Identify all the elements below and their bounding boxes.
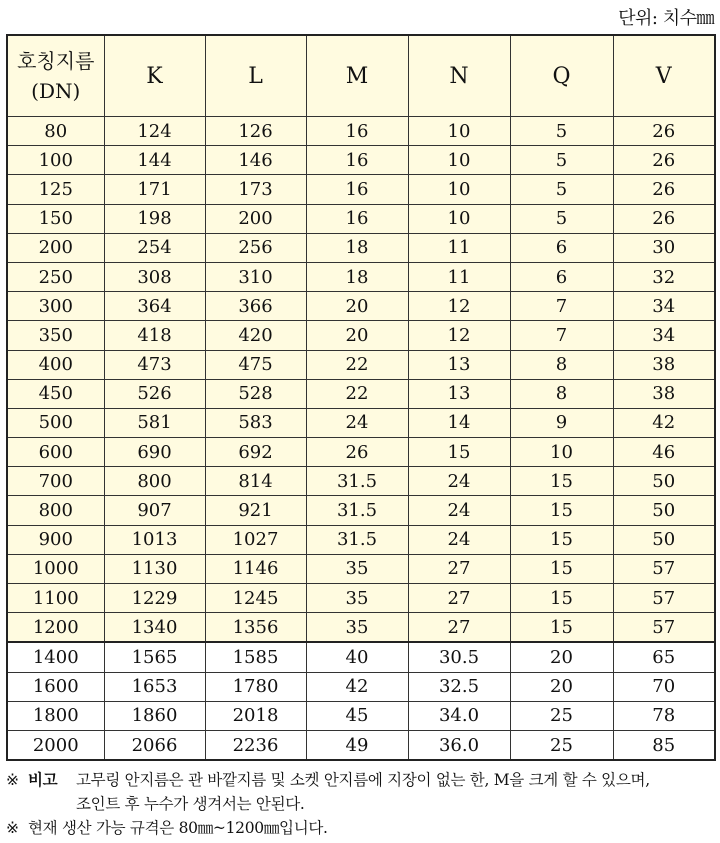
cell-n: 10 <box>408 117 510 146</box>
cell-dn: 300 <box>7 292 104 321</box>
notes-section <box>6 768 716 840</box>
cell-n: 13 <box>408 379 510 408</box>
cell-m: 16 <box>306 117 408 146</box>
cell-l: 200 <box>205 204 306 233</box>
header-k: K <box>104 35 205 117</box>
cell-dn: 1000 <box>7 554 104 583</box>
cell-l: 256 <box>205 233 306 262</box>
cell-q: 6 <box>510 262 613 291</box>
cell-q: 10 <box>510 438 613 467</box>
cell-v: 26 <box>613 175 715 204</box>
cell-n: 36.0 <box>408 730 510 760</box>
cell-n: 34.0 <box>408 701 510 730</box>
cell-k: 171 <box>104 175 205 204</box>
cell-k: 1340 <box>104 613 205 643</box>
cell-m: 31.5 <box>306 496 408 525</box>
cell-k: 1229 <box>104 584 205 613</box>
cell-l: 310 <box>205 262 306 291</box>
production-note: 현재 생산 가능 규격은 80㎜~1200㎜입니다. <box>28 819 328 837</box>
cell-m: 18 <box>306 262 408 291</box>
cell-v: 46 <box>613 438 715 467</box>
cell-k: 1860 <box>104 701 205 730</box>
cell-n: 11 <box>408 233 510 262</box>
cell-n: 24 <box>408 467 510 496</box>
cell-v: 50 <box>613 496 715 525</box>
cell-l: 692 <box>205 438 306 467</box>
cell-n: 27 <box>408 613 510 643</box>
cell-dn: 200 <box>7 233 104 262</box>
cell-dn: 2000 <box>7 730 104 760</box>
cell-l: 921 <box>205 496 306 525</box>
header-l: L <box>205 35 306 117</box>
table-row <box>7 730 715 760</box>
cell-v: 34 <box>613 292 715 321</box>
cell-n: 10 <box>408 175 510 204</box>
cell-q: 8 <box>510 379 613 408</box>
cell-m: 20 <box>306 321 408 350</box>
table-row <box>7 438 715 467</box>
table-row <box>7 408 715 437</box>
table-row <box>7 262 715 291</box>
cell-v: 78 <box>613 701 715 730</box>
cell-v: 57 <box>613 613 715 643</box>
cell-v: 50 <box>613 525 715 554</box>
cell-dn: 600 <box>7 438 104 467</box>
table-row <box>7 117 715 146</box>
cell-n: 10 <box>408 204 510 233</box>
cell-q: 5 <box>510 204 613 233</box>
cell-dn: 800 <box>7 496 104 525</box>
cell-v: 38 <box>613 350 715 379</box>
cell-l: 475 <box>205 350 306 379</box>
cell-q: 7 <box>510 292 613 321</box>
cell-dn: 450 <box>7 379 104 408</box>
cell-m: 22 <box>306 379 408 408</box>
cell-m: 16 <box>306 146 408 175</box>
cell-k: 800 <box>104 467 205 496</box>
cell-dn: 1200 <box>7 613 104 643</box>
table-row <box>7 701 715 730</box>
cell-v: 65 <box>613 642 715 672</box>
cell-l: 173 <box>205 175 306 204</box>
cell-dn: 1600 <box>7 672 104 701</box>
cell-l: 1585 <box>205 642 306 672</box>
cell-l: 2018 <box>205 701 306 730</box>
cell-k: 254 <box>104 233 205 262</box>
table-row <box>7 584 715 613</box>
table-row <box>7 292 715 321</box>
header-q: Q <box>510 35 613 117</box>
cell-n: 11 <box>408 262 510 291</box>
cell-k: 1013 <box>104 525 205 554</box>
cell-v: 26 <box>613 204 715 233</box>
cell-k: 418 <box>104 321 205 350</box>
cell-k: 2066 <box>104 730 205 760</box>
cell-q: 5 <box>510 146 613 175</box>
cell-q: 15 <box>510 613 613 643</box>
cell-dn: 350 <box>7 321 104 350</box>
cell-k: 473 <box>104 350 205 379</box>
cell-n: 24 <box>408 525 510 554</box>
cell-q: 6 <box>510 233 613 262</box>
cell-dn: 1100 <box>7 584 104 613</box>
cell-l: 528 <box>205 379 306 408</box>
cell-dn: 1800 <box>7 701 104 730</box>
cell-k: 1130 <box>104 554 205 583</box>
cell-q: 20 <box>510 672 613 701</box>
cell-m: 31.5 <box>306 525 408 554</box>
cell-v: 85 <box>613 730 715 760</box>
cell-q: 7 <box>510 321 613 350</box>
cell-v: 34 <box>613 321 715 350</box>
table-row <box>7 642 715 672</box>
cell-q: 15 <box>510 584 613 613</box>
cell-m: 40 <box>306 642 408 672</box>
cell-n: 27 <box>408 584 510 613</box>
table-body <box>7 117 715 761</box>
cell-l: 420 <box>205 321 306 350</box>
cell-n: 27 <box>408 554 510 583</box>
cell-q: 20 <box>510 642 613 672</box>
unit-label: 단위: 치수㎜ <box>618 8 714 29</box>
cell-k: 526 <box>104 379 205 408</box>
table-row <box>7 204 715 233</box>
cell-dn: 125 <box>7 175 104 204</box>
cell-m: 20 <box>306 292 408 321</box>
cell-v: 50 <box>613 467 715 496</box>
table-row <box>7 613 715 643</box>
cell-n: 15 <box>408 438 510 467</box>
cell-k: 1565 <box>104 642 205 672</box>
cell-q: 9 <box>510 408 613 437</box>
cell-q: 5 <box>510 117 613 146</box>
cell-l: 1780 <box>205 672 306 701</box>
cell-m: 49 <box>306 730 408 760</box>
cell-v: 38 <box>613 379 715 408</box>
cell-l: 366 <box>205 292 306 321</box>
cell-n: 14 <box>408 408 510 437</box>
cell-dn: 500 <box>7 408 104 437</box>
cell-q: 25 <box>510 701 613 730</box>
cell-k: 124 <box>104 117 205 146</box>
cell-m: 35 <box>306 613 408 643</box>
cell-m: 24 <box>306 408 408 437</box>
header-nominal-diameter <box>7 35 104 117</box>
cell-q: 15 <box>510 554 613 583</box>
remark-line-2 <box>6 792 716 816</box>
cell-v: 42 <box>613 408 715 437</box>
cell-q: 15 <box>510 525 613 554</box>
cell-k: 364 <box>104 292 205 321</box>
header-v: V <box>613 35 715 117</box>
table-row <box>7 554 715 583</box>
cell-v: 57 <box>613 554 715 583</box>
header-dn-line1: 호칭지름 <box>17 49 95 73</box>
cell-l: 1027 <box>205 525 306 554</box>
remark-text-2: 조인트 후 누수가 생겨서는 안된다. <box>76 795 305 813</box>
cell-dn: 250 <box>7 262 104 291</box>
cell-dn: 900 <box>7 525 104 554</box>
cell-m: 18 <box>306 233 408 262</box>
note-mark: ※ <box>6 819 19 837</box>
cell-n: 12 <box>408 292 510 321</box>
cell-l: 1356 <box>205 613 306 643</box>
table-row <box>7 467 715 496</box>
cell-k: 1653 <box>104 672 205 701</box>
cell-v: 32 <box>613 262 715 291</box>
production-note-line <box>6 816 716 840</box>
header-m: M <box>306 35 408 117</box>
table-row <box>7 233 715 262</box>
cell-q: 15 <box>510 496 613 525</box>
cell-n: 12 <box>408 321 510 350</box>
cell-n: 13 <box>408 350 510 379</box>
cell-v: 70 <box>613 672 715 701</box>
header-n: N <box>408 35 510 117</box>
cell-l: 583 <box>205 408 306 437</box>
table-row <box>7 175 715 204</box>
cell-m: 26 <box>306 438 408 467</box>
cell-n: 24 <box>408 496 510 525</box>
cell-dn: 80 <box>7 117 104 146</box>
cell-q: 8 <box>510 350 613 379</box>
cell-m: 35 <box>306 584 408 613</box>
cell-k: 144 <box>104 146 205 175</box>
dimension-table <box>6 34 716 761</box>
remark-text-1: 고무링 안지름은 관 바깥지름 및 소켓 안지름에 지장이 없는 한, M을 크게 할 수 있으며, <box>76 771 650 789</box>
cell-dn: 100 <box>7 146 104 175</box>
remark-label: 비고 <box>28 770 58 789</box>
table-row <box>7 321 715 350</box>
cell-dn: 150 <box>7 204 104 233</box>
cell-n: 32.5 <box>408 672 510 701</box>
cell-m: 16 <box>306 175 408 204</box>
table-header-row <box>7 35 715 117</box>
table-row <box>7 379 715 408</box>
cell-dn: 700 <box>7 467 104 496</box>
table-row <box>7 525 715 554</box>
cell-q: 25 <box>510 730 613 760</box>
cell-l: 1146 <box>205 554 306 583</box>
cell-m: 16 <box>306 204 408 233</box>
cell-m: 35 <box>306 554 408 583</box>
table-row <box>7 350 715 379</box>
cell-q: 5 <box>510 175 613 204</box>
table-row <box>7 672 715 701</box>
header-dn-line2: (DN) <box>31 79 81 103</box>
cell-l: 1245 <box>205 584 306 613</box>
cell-l: 146 <box>205 146 306 175</box>
cell-dn: 1400 <box>7 642 104 672</box>
note-mark: ※ <box>6 771 19 789</box>
cell-m: 31.5 <box>306 467 408 496</box>
cell-m: 45 <box>306 701 408 730</box>
cell-l: 814 <box>205 467 306 496</box>
cell-m: 42 <box>306 672 408 701</box>
cell-n: 30.5 <box>408 642 510 672</box>
cell-n: 10 <box>408 146 510 175</box>
table-row <box>7 146 715 175</box>
table-row <box>7 496 715 525</box>
cell-q: 15 <box>510 467 613 496</box>
cell-m: 22 <box>306 350 408 379</box>
cell-k: 198 <box>104 204 205 233</box>
cell-l: 2236 <box>205 730 306 760</box>
cell-k: 907 <box>104 496 205 525</box>
cell-k: 308 <box>104 262 205 291</box>
remark-line-1 <box>6 768 716 792</box>
cell-v: 26 <box>613 146 715 175</box>
cell-v: 57 <box>613 584 715 613</box>
cell-l: 126 <box>205 117 306 146</box>
cell-k: 690 <box>104 438 205 467</box>
cell-dn: 400 <box>7 350 104 379</box>
cell-v: 30 <box>613 233 715 262</box>
cell-k: 581 <box>104 408 205 437</box>
cell-v: 26 <box>613 117 715 146</box>
